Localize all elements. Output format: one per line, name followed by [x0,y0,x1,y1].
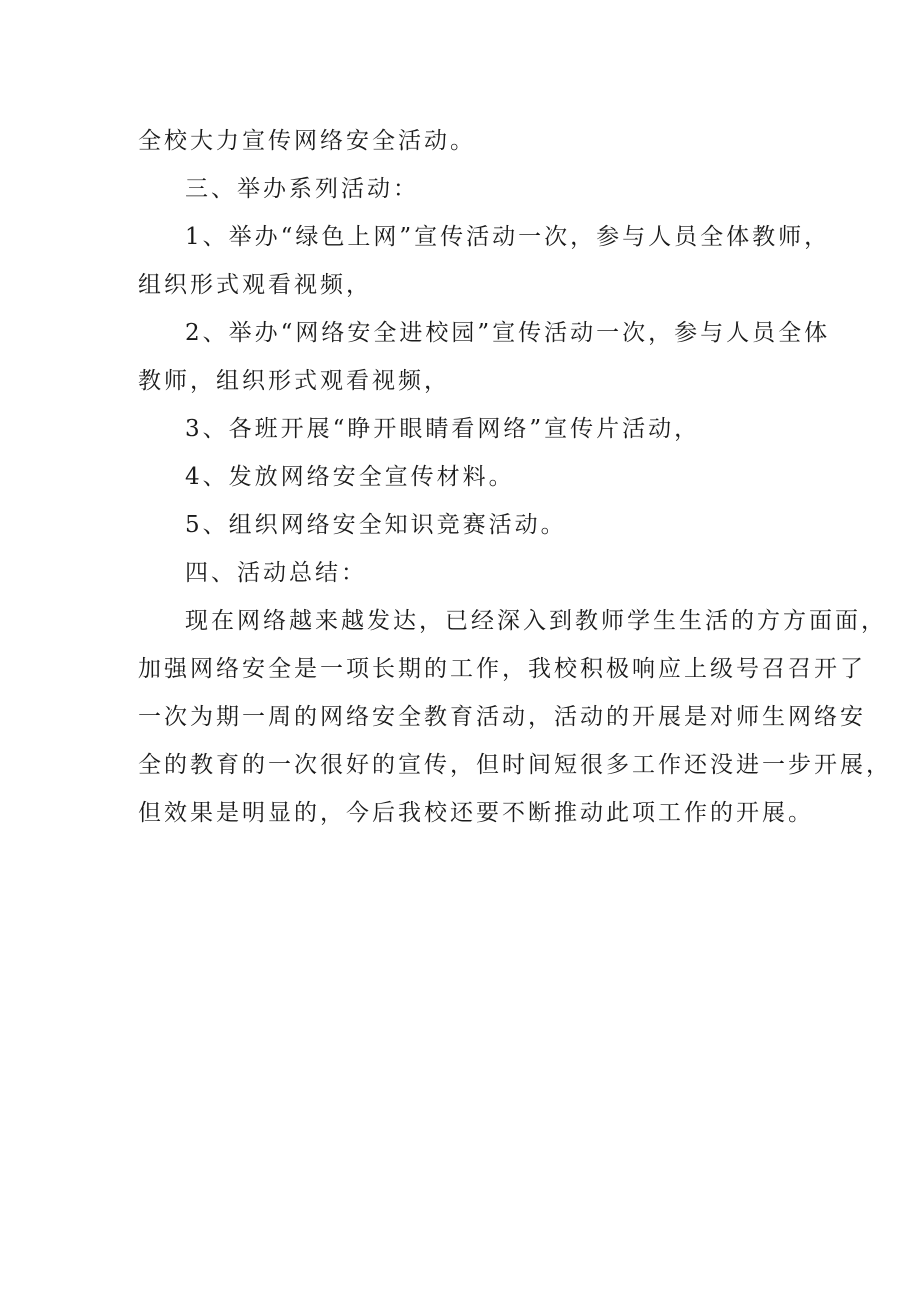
text-line: 全校大力宣传网络安全活动。 [138,128,476,154]
summary-paragraph-line: 现在网络越来越发达，已经深入到教师学生生活的方方面面， [185,608,887,634]
summary-paragraph-line: 全的教育的一次很好的宣传，但时间短很多工作还没进一步开展， [138,752,892,778]
list-item-2: 2、举办“网络安全进校园”宣传活动一次，参与人员全体 [185,320,831,346]
summary-paragraph-line: 一次为期一周的网络安全教育活动，活动的开展是对师生网络安 [138,704,866,730]
list-item-4: 4、发放网络安全宣传材料。 [185,464,515,490]
text-line: 组织形式观看视频， [138,272,372,298]
list-item-1: 1、举办“绿色上网”宣传活动一次，参与人员全体教师， [185,224,831,250]
summary-paragraph-line: 加强网络安全是一项长期的工作，我校积极响应上级号召召开了 [138,656,866,682]
section-heading-3: 三、举办系列活动： [185,176,419,202]
document-body [138,117,892,837]
list-item-5: 5、组织网络安全知识竞赛活动。 [185,512,567,538]
section-heading-4: 四、活动总结： [185,560,367,586]
list-item-3: 3、各班开展“睁开眼睛看网络”宣传片活动， [185,416,701,442]
text-line: 教师，组织形式观看视频， [138,368,450,394]
summary-paragraph-line: 但效果是明显的，今后我校还要不断推动此项工作的开展。 [138,800,814,826]
